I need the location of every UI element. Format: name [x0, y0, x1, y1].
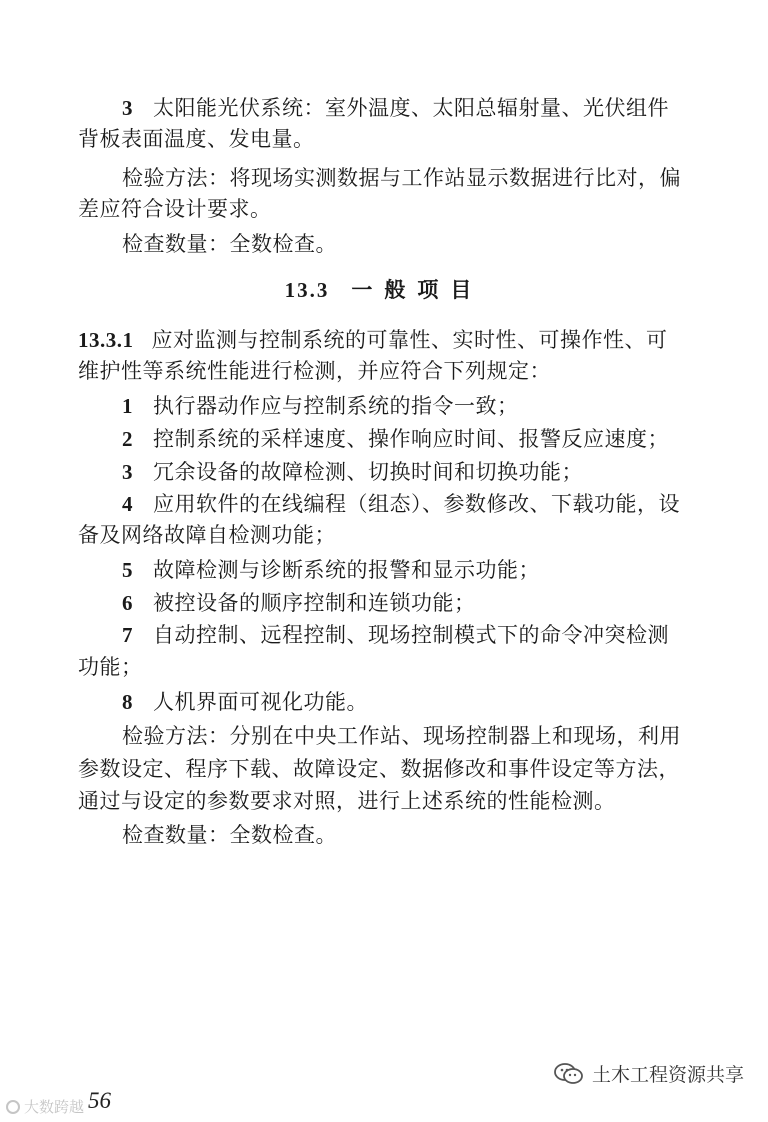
watermark-left	[6, 1096, 84, 1117]
watermark-left-text: 大数跨越	[24, 1098, 85, 1116]
watermark-right-text: 土木工程资源共享	[591, 1064, 744, 1086]
inspection-method-line2	[78, 194, 272, 224]
inspection-method-line1	[122, 163, 681, 193]
item-text: 控制系统的采样速度、操作响应时间、报警反应速度；	[153, 427, 669, 451]
item-number: 6	[122, 591, 133, 615]
item-number: 3	[122, 460, 133, 484]
list-item	[122, 620, 669, 650]
list-item	[122, 424, 669, 454]
list-item	[122, 391, 519, 421]
item-number: 8	[122, 690, 133, 714]
item-number: 5	[122, 558, 133, 582]
item-text: 执行器动作应与控制系统的指令一致；	[153, 394, 519, 418]
clause-number: 13.3.1	[78, 328, 134, 352]
item-text: 自动控制、远程控制、现场控制模式下的命令冲突检测	[153, 623, 669, 647]
paragraph-text: 差应符合设计要求。	[78, 197, 272, 221]
list-item-continuation	[78, 652, 143, 682]
clause-line1	[78, 325, 668, 355]
section-number: 13.3	[284, 278, 330, 302]
item-text: 功能；	[78, 655, 143, 679]
paragraph-text: 检验方法：将现场实测数据与工作站显示数据进行比对，偏	[122, 166, 681, 190]
item-text: 太阳能光伏系统：室外温度、太阳总辐射量、光伏组件	[153, 96, 669, 120]
page-number: 56	[88, 1088, 111, 1113]
section-title: 一般项目	[351, 277, 484, 302]
method-line2	[78, 754, 680, 784]
item-number: 7	[122, 623, 133, 647]
paragraph-text: 参数设定、程序下载、故障设定、数据修改和事件设定等方法，	[78, 757, 680, 781]
list-item	[122, 687, 368, 717]
clause-line2	[78, 356, 551, 386]
list-item-continuation	[78, 520, 336, 550]
item-text: 人机界面可视化功能。	[153, 690, 368, 714]
item-text: 应用软件的在线编程（组态）、参数修改、下载功能，设	[153, 492, 680, 516]
method-line3	[78, 786, 616, 816]
list-item	[122, 555, 540, 585]
list-item	[122, 588, 476, 618]
wechat-icon	[554, 1062, 584, 1086]
method-line1	[122, 721, 681, 751]
list-item	[122, 457, 583, 487]
paragraph-text: 通过与设定的参数要求对照，进行上述系统的性能检测。	[78, 789, 616, 813]
section-heading	[0, 275, 768, 305]
item-3-solar-line2	[78, 124, 315, 154]
paragraph-text: 检验方法：分别在中央工作站、现场控制器上和现场，利用	[122, 724, 681, 748]
paragraph-text: 检查数量：全数检查。	[122, 232, 337, 256]
item-3-solar-line1	[122, 93, 669, 123]
clause-text: 应对监测与控制系统的可靠性、实时性、可操作性、可	[151, 328, 668, 352]
item-text: 背板表面温度、发电量。	[78, 127, 315, 151]
item-text: 故障检测与诊断系统的报警和显示功能；	[153, 558, 540, 582]
item-number: 1	[122, 394, 133, 418]
paragraph-text: 检查数量：全数检查。	[122, 823, 337, 847]
clause-text: 维护性等系统性能进行检测，并应符合下列规定：	[78, 359, 551, 383]
inspection-quantity	[122, 229, 337, 259]
item-text: 备及网络故障自检测功能；	[78, 523, 336, 547]
item-number: 4	[122, 492, 133, 516]
item-number: 3	[122, 96, 133, 120]
item-text: 冗余设备的故障检测、切换时间和切换功能；	[153, 460, 583, 484]
list-item	[122, 489, 680, 519]
quantity-line	[122, 820, 337, 850]
item-text: 被控设备的顺序控制和连锁功能；	[153, 591, 476, 615]
logo-icon	[6, 1100, 20, 1114]
watermark-right	[554, 1060, 744, 1087]
item-number: 2	[122, 427, 133, 451]
